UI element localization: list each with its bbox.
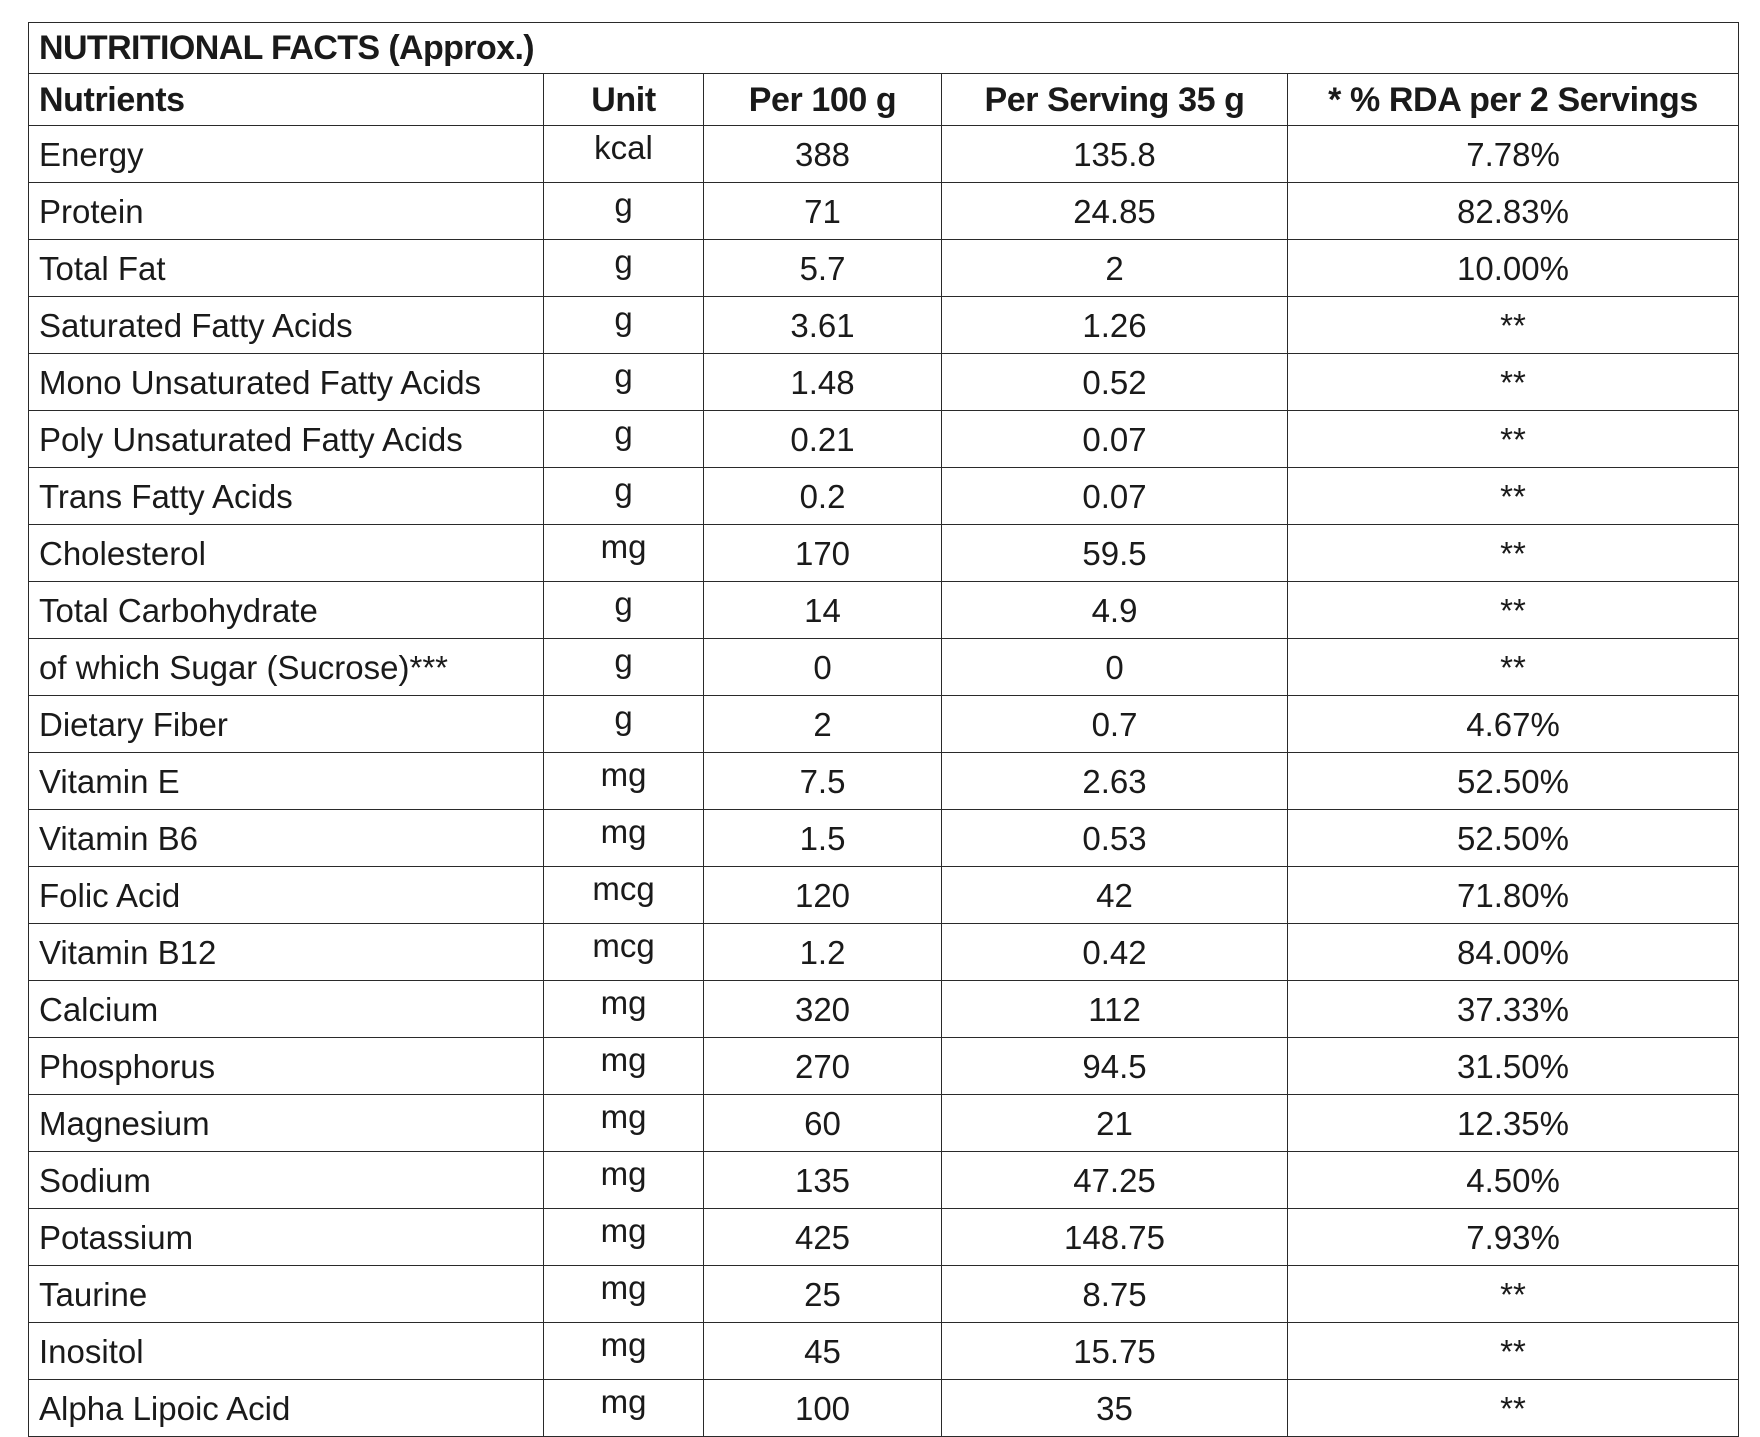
- unit-cell: mg: [544, 1209, 704, 1266]
- per-serving-cell: 2.63: [942, 753, 1288, 810]
- per-100g-cell: 388: [704, 126, 942, 183]
- per-100g-cell: 0.2: [704, 468, 942, 525]
- per-serving-cell: 0.42: [942, 924, 1288, 981]
- unit-cell: g: [544, 354, 704, 411]
- per-100g-cell: 270: [704, 1038, 942, 1095]
- rda-cell: **: [1288, 582, 1739, 639]
- per-serving-cell: 0: [942, 639, 1288, 696]
- nutrient-name-cell: Poly Unsaturated Fatty Acids: [29, 411, 544, 468]
- unit-cell: g: [544, 468, 704, 525]
- table-title: NUTRITIONAL FACTS (Approx.): [29, 23, 1739, 74]
- rda-cell: **: [1288, 525, 1739, 582]
- per-serving-cell: 15.75: [942, 1323, 1288, 1380]
- nutrient-name-cell: Cholesterol: [29, 525, 544, 582]
- per-serving-cell: 148.75: [942, 1209, 1288, 1266]
- per-serving-cell: 42: [942, 867, 1288, 924]
- rda-cell: 52.50%: [1288, 753, 1739, 810]
- nutrient-name-cell: Vitamin B6: [29, 810, 544, 867]
- per-100g-cell: 60: [704, 1095, 942, 1152]
- unit-cell: mg: [544, 981, 704, 1038]
- nutrition-facts-table: [28, 22, 1739, 1437]
- rda-cell: 4.50%: [1288, 1152, 1739, 1209]
- unit-cell: mcg: [544, 924, 704, 981]
- per-100g-cell: 1.2: [704, 924, 942, 981]
- per-serving-cell: 21: [942, 1095, 1288, 1152]
- nutrition-facts-sheet: [28, 22, 1738, 1437]
- table-row: [29, 126, 1739, 183]
- table-row: [29, 582, 1739, 639]
- header-nutrients: Nutrients: [29, 74, 544, 126]
- per-serving-cell: 59.5: [942, 525, 1288, 582]
- nutrient-name-cell: Dietary Fiber: [29, 696, 544, 753]
- per-serving-cell: 0.52: [942, 354, 1288, 411]
- unit-cell: mcg: [544, 867, 704, 924]
- per-100g-cell: 45: [704, 1323, 942, 1380]
- nutrient-name-cell: Potassium: [29, 1209, 544, 1266]
- nutrient-name-cell: Saturated Fatty Acids: [29, 297, 544, 354]
- per-100g-cell: 0.21: [704, 411, 942, 468]
- per-serving-cell: 135.8: [942, 126, 1288, 183]
- nutrient-name-cell: Trans Fatty Acids: [29, 468, 544, 525]
- unit-cell: mg: [544, 1266, 704, 1323]
- table-row: [29, 639, 1739, 696]
- per-serving-cell: 0.53: [942, 810, 1288, 867]
- rda-cell: 31.50%: [1288, 1038, 1739, 1095]
- nutrient-name-cell: Vitamin B12: [29, 924, 544, 981]
- header-rda: * % RDA per 2 Servings: [1288, 74, 1739, 126]
- per-serving-cell: 24.85: [942, 183, 1288, 240]
- unit-cell: mg: [544, 525, 704, 582]
- header-unit: Unit: [544, 74, 704, 126]
- nutrient-name-cell: Sodium: [29, 1152, 544, 1209]
- table-row: [29, 981, 1739, 1038]
- per-serving-cell: 35: [942, 1380, 1288, 1437]
- per-100g-cell: 14: [704, 582, 942, 639]
- per-100g-cell: 2: [704, 696, 942, 753]
- rda-cell: 52.50%: [1288, 810, 1739, 867]
- per-100g-cell: 1.48: [704, 354, 942, 411]
- rda-cell: 82.83%: [1288, 183, 1739, 240]
- unit-cell: mg: [544, 1152, 704, 1209]
- per-serving-cell: 0.7: [942, 696, 1288, 753]
- per-100g-cell: 5.7: [704, 240, 942, 297]
- nutrient-name-cell: Alpha Lipoic Acid: [29, 1380, 544, 1437]
- table-row: [29, 1038, 1739, 1095]
- nutrient-name-cell: Mono Unsaturated Fatty Acids: [29, 354, 544, 411]
- per-serving-cell: 0.07: [942, 468, 1288, 525]
- unit-cell: mg: [544, 753, 704, 810]
- unit-cell: g: [544, 696, 704, 753]
- rda-cell: 4.67%: [1288, 696, 1739, 753]
- table-row: [29, 1095, 1739, 1152]
- rda-cell: **: [1288, 1266, 1739, 1323]
- nutrient-name-cell: Vitamin E: [29, 753, 544, 810]
- table-row: [29, 183, 1739, 240]
- rda-cell: 7.78%: [1288, 126, 1739, 183]
- rda-cell: 84.00%: [1288, 924, 1739, 981]
- per-serving-cell: 8.75: [942, 1266, 1288, 1323]
- unit-cell: kcal: [544, 126, 704, 183]
- nutrient-name-cell: Magnesium: [29, 1095, 544, 1152]
- unit-cell: g: [544, 297, 704, 354]
- unit-cell: mg: [544, 1323, 704, 1380]
- table-row: [29, 525, 1739, 582]
- per-100g-cell: 120: [704, 867, 942, 924]
- rda-cell: **: [1288, 297, 1739, 354]
- table-row: [29, 924, 1739, 981]
- per-serving-cell: 94.5: [942, 1038, 1288, 1095]
- nutrient-name-cell: of which Sugar (Sucrose)***: [29, 639, 544, 696]
- table-row: [29, 696, 1739, 753]
- header-row: [29, 74, 1739, 126]
- unit-cell: g: [544, 240, 704, 297]
- table-row: [29, 753, 1739, 810]
- rda-cell: **: [1288, 1323, 1739, 1380]
- per-serving-cell: 0.07: [942, 411, 1288, 468]
- per-100g-cell: 0: [704, 639, 942, 696]
- table-row: [29, 1323, 1739, 1380]
- table-row: [29, 867, 1739, 924]
- per-serving-cell: 2: [942, 240, 1288, 297]
- per-100g-cell: 71: [704, 183, 942, 240]
- per-serving-cell: 1.26: [942, 297, 1288, 354]
- per-100g-cell: 7.5: [704, 753, 942, 810]
- table-row: [29, 1266, 1739, 1323]
- per-100g-cell: 170: [704, 525, 942, 582]
- rda-cell: 71.80%: [1288, 867, 1739, 924]
- unit-cell: mg: [544, 810, 704, 867]
- nutrient-name-cell: Protein: [29, 183, 544, 240]
- nutrient-name-cell: Taurine: [29, 1266, 544, 1323]
- per-serving-cell: 112: [942, 981, 1288, 1038]
- nutrient-name-cell: Phosphorus: [29, 1038, 544, 1095]
- nutrient-name-cell: Total Carbohydrate: [29, 582, 544, 639]
- rda-cell: **: [1288, 1380, 1739, 1437]
- rda-cell: **: [1288, 639, 1739, 696]
- unit-cell: g: [544, 183, 704, 240]
- table-row: [29, 1152, 1739, 1209]
- table-row: [29, 1209, 1739, 1266]
- title-row: [29, 23, 1739, 74]
- per-100g-cell: 425: [704, 1209, 942, 1266]
- table-row: [29, 1380, 1739, 1437]
- nutrient-name-cell: Total Fat: [29, 240, 544, 297]
- unit-cell: g: [544, 582, 704, 639]
- table-row: [29, 297, 1739, 354]
- table-row: [29, 240, 1739, 297]
- per-100g-cell: 1.5: [704, 810, 942, 867]
- unit-cell: g: [544, 639, 704, 696]
- rda-cell: 12.35%: [1288, 1095, 1739, 1152]
- table-row: [29, 411, 1739, 468]
- table-row: [29, 354, 1739, 411]
- nutrient-name-cell: Inositol: [29, 1323, 544, 1380]
- rda-cell: 7.93%: [1288, 1209, 1739, 1266]
- per-serving-cell: 4.9: [942, 582, 1288, 639]
- per-100g-cell: 135: [704, 1152, 942, 1209]
- rda-cell: 37.33%: [1288, 981, 1739, 1038]
- rda-cell: 10.00%: [1288, 240, 1739, 297]
- unit-cell: mg: [544, 1095, 704, 1152]
- rda-cell: **: [1288, 411, 1739, 468]
- unit-cell: mg: [544, 1380, 704, 1437]
- per-100g-cell: 320: [704, 981, 942, 1038]
- nutrient-name-cell: Energy: [29, 126, 544, 183]
- unit-cell: mg: [544, 1038, 704, 1095]
- table-row: [29, 810, 1739, 867]
- rda-cell: **: [1288, 468, 1739, 525]
- nutrient-name-cell: Folic Acid: [29, 867, 544, 924]
- nutrient-name-cell: Calcium: [29, 981, 544, 1038]
- per-100g-cell: 25: [704, 1266, 942, 1323]
- per-100g-cell: 100: [704, 1380, 942, 1437]
- unit-cell: g: [544, 411, 704, 468]
- header-per-serving: Per Serving 35 g: [942, 74, 1288, 126]
- table-row: [29, 468, 1739, 525]
- table-body: [29, 126, 1739, 1437]
- per-serving-cell: 47.25: [942, 1152, 1288, 1209]
- rda-cell: **: [1288, 354, 1739, 411]
- per-100g-cell: 3.61: [704, 297, 942, 354]
- header-per-100g: Per 100 g: [704, 74, 942, 126]
